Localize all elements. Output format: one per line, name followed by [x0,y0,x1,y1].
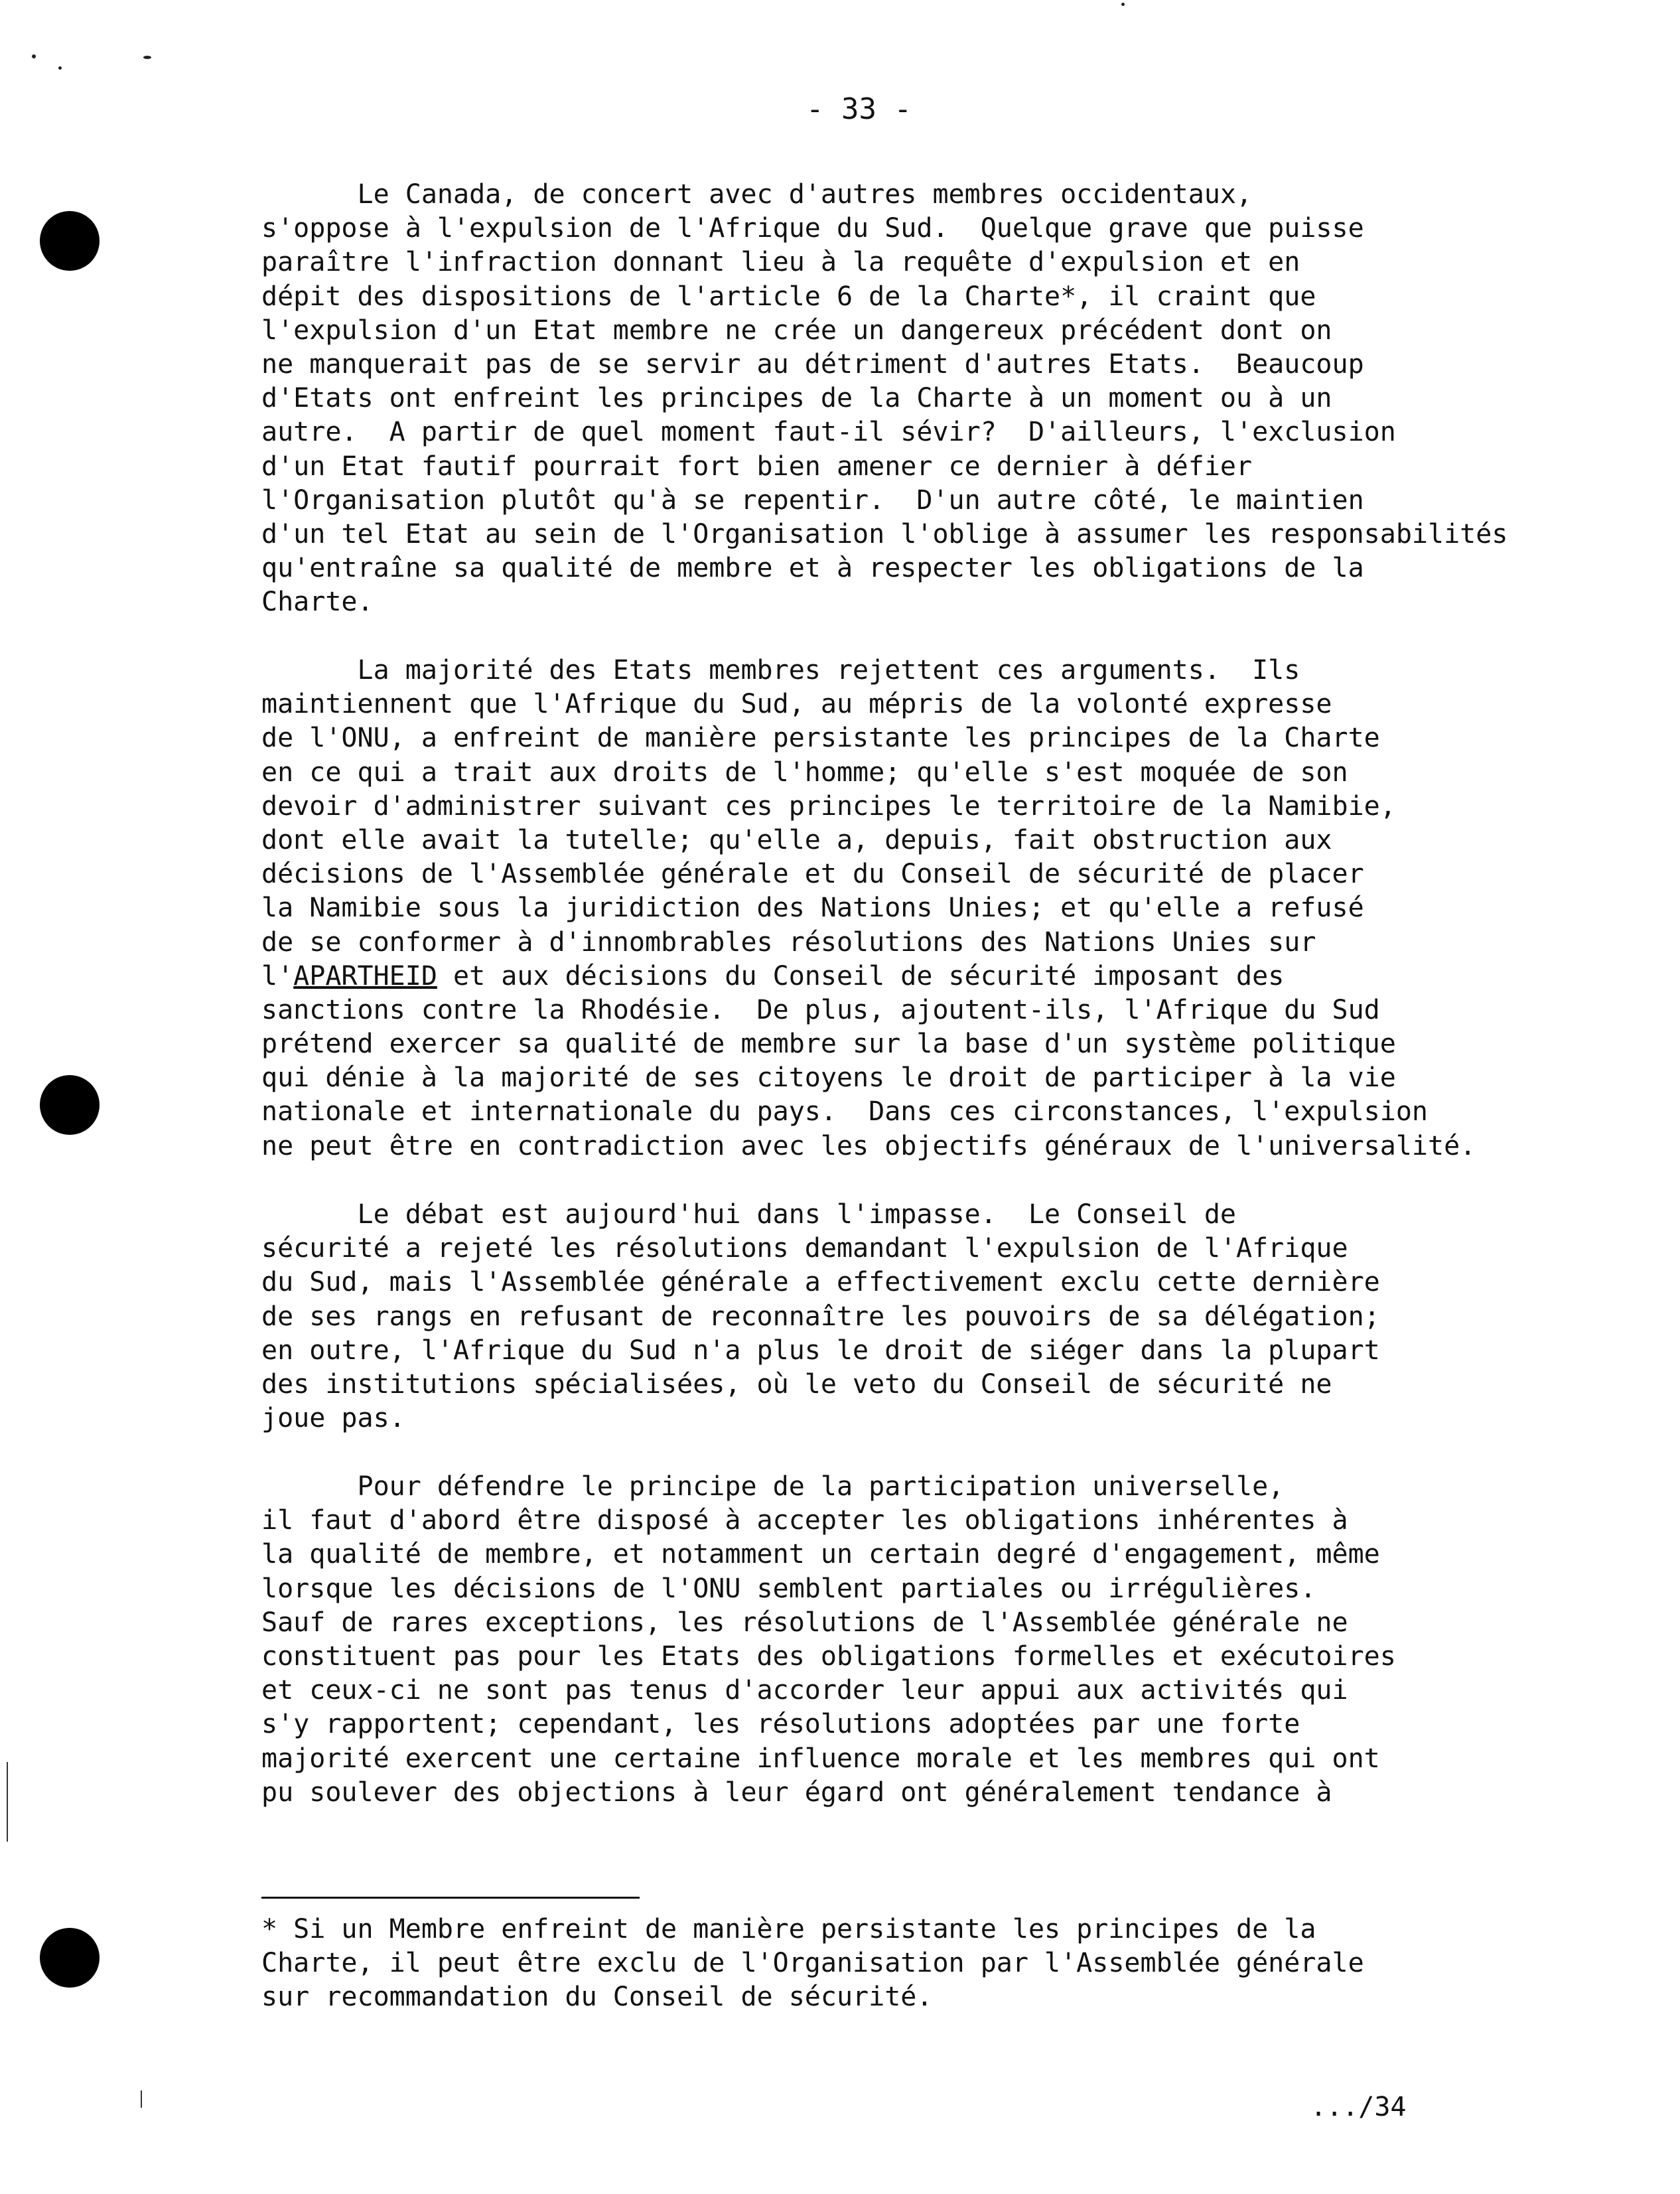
text-line: d'un Etat fautif pourrait fort bien amener ce dernier à défier [261,451,1253,482]
text-line: il faut d'abord être disposé à accepter les obligations inhérentes à [261,1505,1348,1536]
continuation-marker: .../34 [1310,2092,1407,2122]
text-line: de se conformer à d'innombrables résolutions des Nations Unies sur [261,926,1316,958]
text-line: d'un tel Etat au sein de l'Organisation l'oblige à assumer les responsabilités [261,518,1508,549]
text-line: Charte. [261,587,374,618]
scan-speck [32,54,36,58]
text-line: la qualité de membre, et notamment un certain degré d'engagement, même [261,1539,1380,1570]
text-line: l'Organisation plutôt qu'à se repentir. D'un autre côté, le maintien [261,484,1364,516]
paragraph-1 [261,178,1648,619]
text-line: ne peut être en contradiction avec les objectifs généraux de l'universalité. [261,1130,1476,1161]
scan-mark [7,1762,8,1842]
text-line: lorsque les décisions de l'ONU semblent partiales ou irrégulières. [261,1573,1316,1604]
text-line: Sauf de rares exceptions, les résolutions de l'Assemblée générale ne [261,1607,1348,1638]
text-line: constituent pas pour les Etats des obligations formelles et exécutoires [261,1641,1396,1672]
text-line: décisions de l'Assemblée générale et du Conseil de sécurité de placer [261,859,1364,890]
text-line: La majorité des Etats membres rejettent ces arguments. Ils [261,655,1300,686]
text-line: qui dénie à la majorité de ses citoyens le droit de participer à la vie [261,1062,1396,1094]
footnote [261,1913,1588,2015]
paragraph-4 [261,1470,1648,1810]
text-line: l'expulsion d'un Etat membre ne crée un dangereux précédent dont on [261,315,1332,346]
text-line: dont elle avait la tutelle; qu'elle a, depuis, fait obstruction aux [261,824,1332,855]
footnote-divider [261,1897,640,1899]
footnote-line: * Si un Membre enfreint de manière persistante les principes de la [261,1914,1316,1944]
text-line: Pour défendre le principe de la participation universelle, [261,1471,1285,1502]
punch-hole [40,211,100,271]
text-line: s'y rapportent; cependant, les résolutions adoptées par une forte [261,1709,1300,1740]
footnote-line: Charte, il peut être exclu de l'Organisation par l'Assemblée générale [261,1948,1364,1979]
apartheid-underlined: APARTHEID [293,960,437,991]
apartheid-suffix: et aux décisions du Conseil de sécurité imposant des [437,960,1285,991]
text-line: maintiennent que l'Afrique du Sud, au mépris de la volonté expresse [261,689,1332,720]
text-line: Le débat est aujourd'hui dans l'impasse. Le Conseil de [261,1199,1237,1230]
scan-speck [58,66,62,70]
text-line: paraître l'infraction donnant lieu à la requête d'expulsion et en [261,247,1300,278]
text-line: ne manquerait pas de se servir au détriment d'autres Etats. Beaucoup [261,348,1364,380]
punch-hole [40,1928,100,1988]
text-line: d'Etats ont enfreint les principes de la Charte à un moment ou à un [261,383,1332,414]
text-line: sécurité a rejeté les résolutions demandant l'expulsion de l'Afrique [261,1233,1348,1264]
text-line: et ceux-ci ne sont pas tenus d'accorder leur appui aux activités qui [261,1675,1348,1706]
text-line: dépit des dispositions de l'article 6 de la Charte*, il craint que [261,281,1316,312]
punch-hole [40,1075,100,1135]
scan-mark [141,2090,142,2108]
text-line: Le Canada, de concert avec d'autres membres occidentaux, [261,179,1253,210]
text-line: des institutions spécialisées, où le veto du Conseil de sécurité ne [261,1368,1332,1400]
apartheid-prefix: l' [261,960,294,991]
text-line: de ses rangs en refusant de reconnaître les pouvoirs de sa délégation; [261,1301,1380,1332]
footnote-line: sur recommandation du Conseil de sécurité. [261,1982,933,2013]
text-line: du Sud, mais l'Assemblée générale a effectivement exclu cette dernière [261,1267,1380,1298]
text-line: pu soulever des objections à leur égard ont généralement tendance à [261,1777,1332,1808]
text-line: prétend exercer sa qualité de membre sur la base d'un système politique [261,1029,1396,1060]
text-line: nationale et internationale du pays. Dans ces circonstances, l'expulsion [261,1096,1428,1128]
text-line: la Namibie sous la juridiction des Nations Unies; et qu'elle a refusé [261,893,1364,924]
scan-speck [143,56,151,59]
text-line: joue pas. [261,1403,405,1434]
page-number: - 33 - [806,92,912,126]
text-line: majorité exercent une certaine influence morale et les membres qui ont [261,1743,1380,1774]
paragraph-3 [261,1198,1648,1435]
text-line: en ce qui a trait aux droits de l'homme; qu'elle s'est moquée de son [261,757,1348,788]
text-line: devoir d'administrer suivant ces principes le territoire de la Namibie, [261,790,1396,822]
text-line: de l'ONU, a enfreint de manière persistante les principes de la Charte [261,723,1380,754]
text-line: s'oppose à l'expulsion de l'Afrique du Sud. Quelque grave que puisse [261,213,1364,244]
text-line: qu'entraîne sa qualité de membre et à respecter les obligations de la [261,553,1364,584]
text-line: sanctions contre la Rhodésie. De plus, ajoutent-ils, l'Afrique du Sud [261,994,1380,1025]
text-line: autre. A partir de quel moment faut-il sévir? D'ailleurs, l'exclusion [261,417,1396,448]
scan-speck [1121,3,1125,6]
paragraph-2 [261,654,1648,1163]
text-line-apartheid [261,960,1648,993]
text-line: en outre, l'Afrique du Sud n'a plus le droit de siéger dans la plupart [261,1335,1380,1366]
